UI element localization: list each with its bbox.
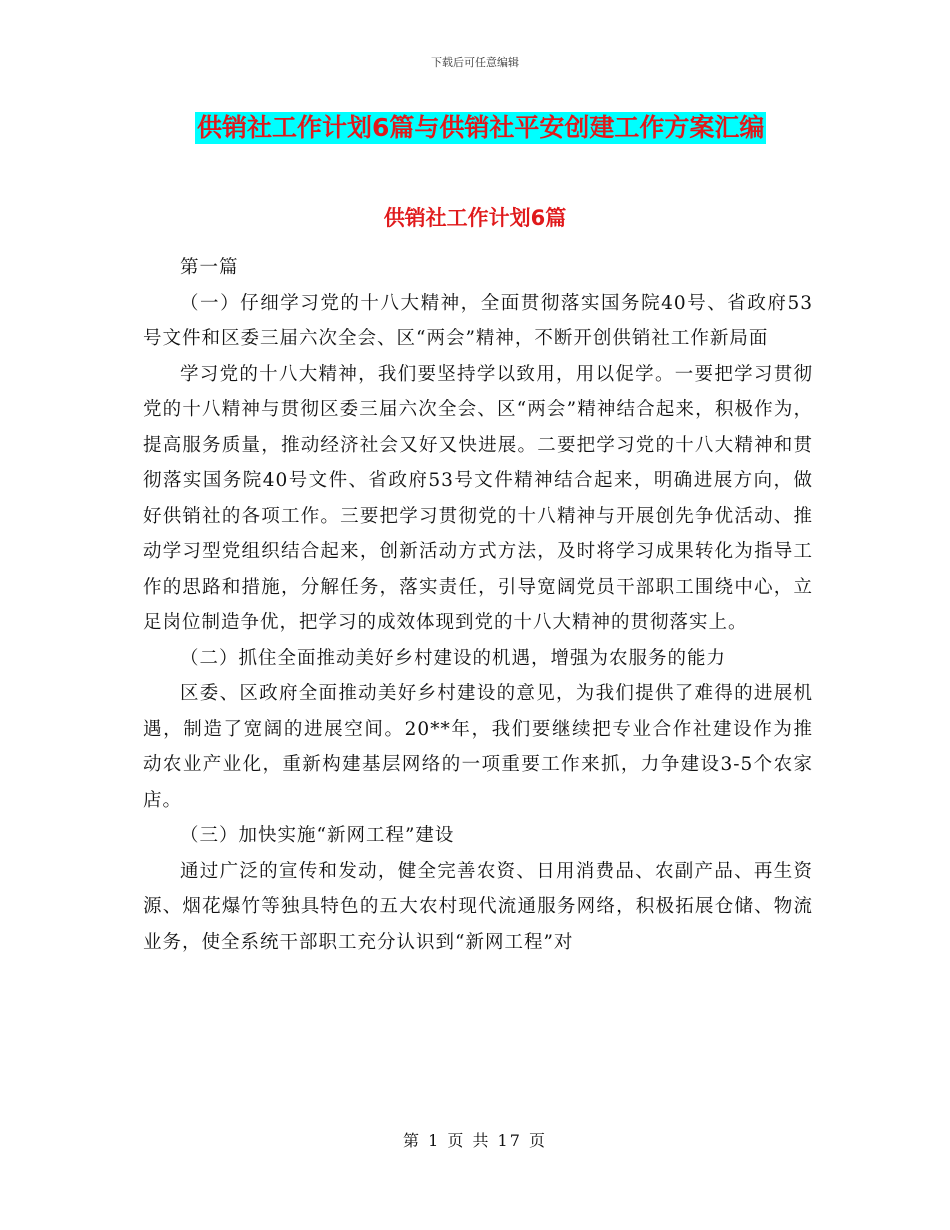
paragraph: 第一篇 (180, 257, 239, 278)
document-title: 供销社工作计划6篇与供销社平安创建工作方案汇编 (197, 113, 765, 142)
page-number-footer: 第 1 页 共 17 页 (403, 1131, 547, 1150)
section-title: 供销社工作计划6篇 (383, 206, 567, 230)
paragraph: 通过广泛的宣传和发动，健全完善农资、日用消费品、农副产品、再生资源、烟花爆竹等独具特色的五大农村现代流通服务网络，积极拓展仓储、物流业务，使全系统干部职工充分认识到“新网工程”对 (143, 860, 813, 953)
paragraph: （三）加快实施“新网工程”建设 (180, 825, 455, 846)
paragraph: （一）仔细学习党的十八大精神，全面贯彻落实国务院40号、省政府53号文件和区委三届六次全会、区“两会”精神，不断开创供销社工作新局面 (143, 292, 813, 349)
paragraph: （二）抓住全面推动美好乡村建设的机遇，增强为农服务的能力 (180, 647, 727, 669)
paragraph: 区委、区政府全面推动美好乡村建设的意见，为我们提供了难得的进展机遇，制造了宽阔的进展空间。20**年，我们要继续把专业合作社建设作为推动农业产业化，重新构建基层网络的一项重要工作来抓，力争建设3-5个农家店。 (143, 683, 813, 811)
paragraph: 学习党的十八大精神，我们要坚持学以致用，用以促学。一要把学习贯彻党的十八精神与贯彻区委三届六次全会、区“两会”精神结合起来，积极作为，提高服务质量，推动经济社会又好又快进展。二要把学习党的十八大精神和贯彻落实国务院40号文件、省政府53号文件精神结合起来，明确进展方向，做好供销社的各项工作。三要把学习贯彻党的十八精神与开展创先争优活动、推动学习型党组织结合起来，创新活动方式方法，及时将学习成果转化为指导工作的思路和措施，分解任务，落实责任，引导宽阔党员干部职工围绕中心，立足岗位制造争优，把学习的成效体现到党的十八大精神的贯彻落实上。 (143, 363, 813, 633)
document-body (143, 250, 813, 960)
header-note: 下载后可任意编辑 (431, 56, 519, 69)
